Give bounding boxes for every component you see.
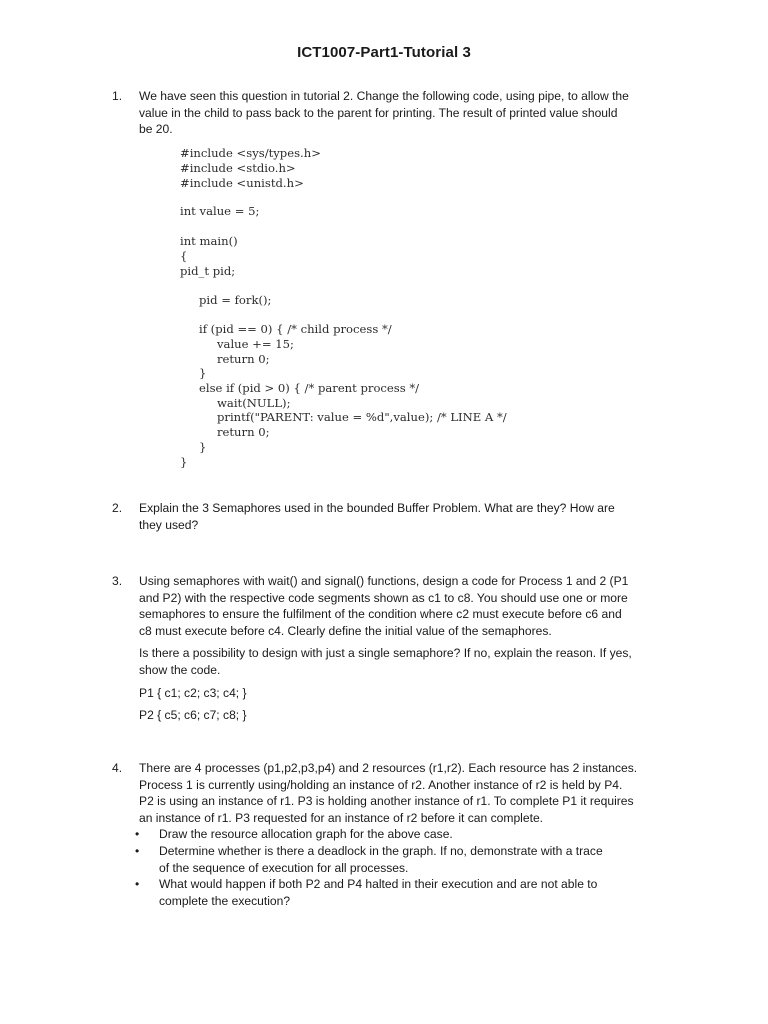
- question-text-line: Explain the 3 Semaphores used in the bounded Buffer Problem. What are they? How are: [139, 501, 615, 515]
- code-line: }: [199, 440, 207, 454]
- code-line: if (pid == 0) { /* child process */: [199, 322, 392, 336]
- question-number: 4.: [112, 761, 123, 775]
- question-text-line: There are 4 processes (p1,p2,p3,p4) and 2 resources (r1,r2). Each resource has 2 instances.: [139, 761, 638, 775]
- code-line: pid = fork();: [199, 293, 272, 307]
- code-line: return 0;: [217, 425, 270, 439]
- question-text-line: Using semaphores with wait() and signal() functions, design a code for Process 1 and 2 (P1: [139, 574, 629, 588]
- bullet-text: complete the execution?: [159, 893, 291, 908]
- code-line: value += 15;: [217, 337, 294, 351]
- question-1: [112, 88, 678, 138]
- code-line: #include <unistd.h>: [180, 176, 304, 190]
- question-4: [112, 760, 678, 909]
- code-line: {: [180, 249, 188, 263]
- question-text-line: be 20.: [139, 122, 173, 137]
- bullet-text: of the sequence of execution for all processes.: [159, 860, 409, 875]
- question-3: [112, 573, 678, 724]
- question-text-line: P2 is using an instance of r1. P3 is holding another instance of r1. To complete P1 it requires: [139, 794, 634, 809]
- question-text-line: value in the child to pass back to the parent for printing. The result of printed value should: [139, 105, 618, 120]
- bullet-text: What would happen if both P2 and P4 halted in their execution and are not able to: [159, 877, 598, 892]
- question-number: 3.: [112, 574, 123, 588]
- question-text-line: an instance of r1. P3 requested for an instance of r2 before it can complete.: [139, 810, 544, 825]
- question-text-line: c8 must execute before c4. Clearly define the initial value of the semaphores.: [139, 623, 552, 638]
- bullet-item: [112, 876, 678, 909]
- code-line: }: [199, 366, 207, 380]
- code-line: wait(NULL);: [217, 396, 291, 410]
- question-text-line: they used?: [139, 517, 199, 532]
- bullet-text: Draw the resource allocation graph for the above case.: [159, 827, 453, 842]
- question-text-line: show the code.: [139, 662, 221, 677]
- code-line: pid_t pid;: [180, 264, 236, 278]
- question-text-line: Process 1 is currently using/holding an instance of r2. Another instance of r2 is held by P4.: [139, 777, 623, 792]
- document-title: ICT1007-Part1-Tutorial 3: [297, 44, 471, 61]
- bullet-item: [112, 843, 678, 876]
- bullet-icon: •: [135, 827, 140, 842]
- question-text-line: We have seen this question in tutorial 2. Change the following code, using pipe, to allow the: [139, 89, 629, 103]
- question-number: 1.: [112, 89, 123, 103]
- question-text-line: Is there a possibility to design with just a single semaphore? If no, explain the reason. If yes,: [139, 646, 632, 661]
- question-text-line: and P2) with the respective code segments shown as c1 to c8. You should use one or more: [139, 590, 628, 605]
- bullet-text: Determine whether is there a deadlock in the graph. If no, demonstrate with a trace: [159, 843, 603, 858]
- question-text-line: semaphores to ensure the fulfilment of the condition where c2 must execute before c6 and: [139, 607, 622, 622]
- code-line: }: [180, 455, 188, 469]
- process-1-segments: P1 { c1; c2; c3; c4; }: [139, 685, 247, 700]
- code-line: else if (pid > 0) { /* parent process */: [199, 381, 420, 395]
- bullet-list: [112, 826, 678, 909]
- process-2-segments: P2 { c5; c6; c7; c8; }: [139, 708, 247, 723]
- bullet-item: [112, 826, 678, 843]
- question-2: [112, 500, 678, 533]
- bullet-icon: •: [135, 877, 140, 892]
- code-line: int value = 5;: [180, 204, 260, 218]
- code-line: return 0;: [217, 352, 270, 366]
- code-line: int main(): [180, 234, 238, 248]
- question-number: 2.: [112, 501, 123, 515]
- code-line: printf("PARENT: value = %d",value); /* LINE A */: [217, 410, 507, 424]
- code-line: #include <stdio.h>: [180, 161, 296, 175]
- code-line: #include <sys/types.h>: [180, 146, 321, 160]
- bullet-icon: •: [135, 843, 140, 858]
